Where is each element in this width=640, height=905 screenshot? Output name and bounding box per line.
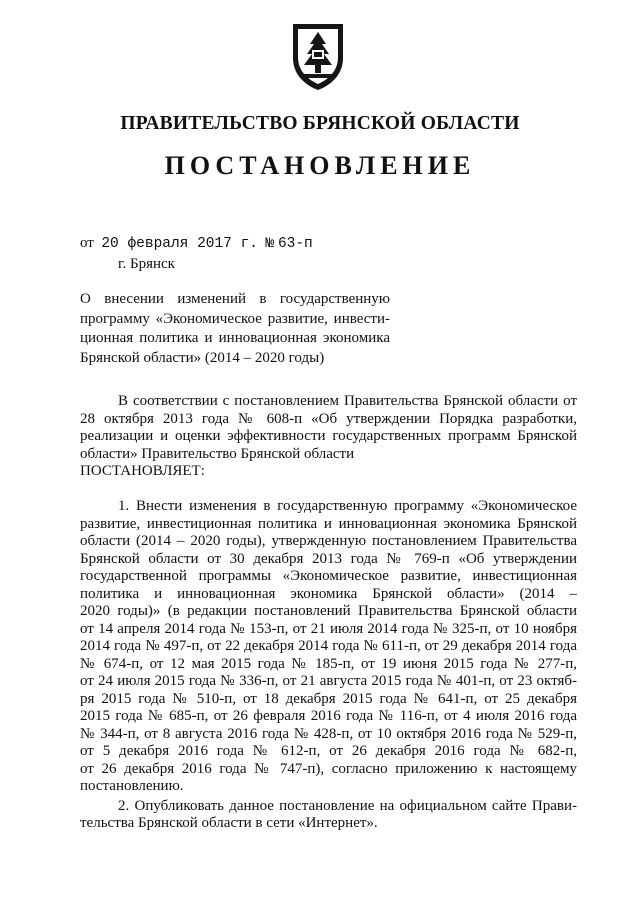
document-date: 20 февраля 2017 г. xyxy=(101,236,258,252)
basis-line: В соответствии с постановлением Правительства Брянской области от xyxy=(118,393,577,409)
item-1-line: 2014 года № 497-п, от 22 декабря 2014 года № 611-п, от 29 декабря 2014 года xyxy=(80,638,577,654)
city: г. Брянск xyxy=(118,256,175,272)
item-1-line: ря 2015 года № 510-п, от 18 декабря 2015 года № 641-п, от 25 декабря xyxy=(80,690,577,707)
item-1-line: 2020 годы)» (в редакции постановлений Правительства Брянской области xyxy=(80,603,577,619)
decree-word: ПОСТАНОВЛЯЕТ: xyxy=(80,463,205,479)
subject-line: программу «Экономическое развитие, инвести- xyxy=(80,310,390,327)
bryansk-coat-of-arms-icon xyxy=(289,20,347,92)
item-1-line: от 5 декабря 2016 года № 612-п, от 26 декабря 2016 года № 682-п, xyxy=(80,743,577,759)
government-title: ПРАВИТЕЛЬСТВО БРЯНСКОЙ ОБЛАСТИ xyxy=(120,113,520,134)
subject-line: Брянской области» (2014 – 2020 годы) xyxy=(80,349,325,366)
basis-line: реализации и оценки эффективности государственных программ Брянской xyxy=(80,428,577,444)
item-2-line: 2. Опубликовать данное постановление на официальном сайте Прави- xyxy=(118,797,577,814)
legal-basis-paragraph xyxy=(80,393,577,463)
item-2-line: тельства Брянской области в сети «Интернет». xyxy=(80,815,378,831)
document-number: 63-п xyxy=(277,236,313,252)
item-1-line: области (2014 – 2020 годы), утвержденную постановлением Правительства xyxy=(80,533,577,549)
document-type-heading: ПОСТАНОВЛЕНИЕ xyxy=(164,151,476,180)
item-1-paragraph xyxy=(80,498,577,796)
resolution-items xyxy=(80,498,577,833)
item-1-line: 1. Внести изменения в государственную программу «Экономическое xyxy=(118,498,577,514)
item-1-line: от 14 апреля 2014 года № 153-п, от 21 июля 2014 года № 325-п, от 10 ноября xyxy=(80,620,577,637)
item-1-line: № 344-п, от 8 августа 2016 года № 428-п, от 10 октября 2016 года № 529-п, xyxy=(80,725,577,742)
document-subject xyxy=(80,290,390,368)
subject-line: ционная политика и инновационная экономика xyxy=(80,330,390,346)
item-1-line: от 26 декабря 2016 года № 747-п), согласно приложению к настоящему xyxy=(80,760,577,777)
item-1-line: политика и инновационная экономика Брянской области» (2014 – xyxy=(80,585,577,602)
item-1-line: государственной программы «Экономическое развитие, инвестиционная xyxy=(80,568,577,584)
item-1-line: № 674-п, от 12 мая 2015 года № 185-п, от 19 июня 2015 года № 277-п, xyxy=(80,655,577,672)
number-sign: № xyxy=(265,236,275,252)
item-1-line: развитие, инвестиционная политика и инновационная экономика Брянской xyxy=(80,515,577,532)
item-1-line: Брянской области от 30 декабря 2013 года № 769-п «Об утверждении xyxy=(80,550,577,567)
item-1-line: постановлению. xyxy=(80,778,184,794)
item-1-line: 2015 года № 685-п, от 26 февраля 2016 года № 116-п, от 4 июля 2016 года xyxy=(80,708,577,724)
basis-line: 28 октября 2013 года № 608-п «Об утверждении Порядка разработки, xyxy=(80,410,577,427)
date-prefix: от xyxy=(80,235,94,251)
subject-line: О внесении изменений в государственную xyxy=(80,291,390,307)
date-number-line xyxy=(80,235,313,252)
item-2-paragraph xyxy=(80,798,577,833)
item-1-line: от 24 июля 2015 года № 336-п, от 21 августа 2015 года № 401-п, от 23 октяб- xyxy=(80,673,577,689)
basis-line: области» Правительство Брянской области xyxy=(80,445,355,462)
